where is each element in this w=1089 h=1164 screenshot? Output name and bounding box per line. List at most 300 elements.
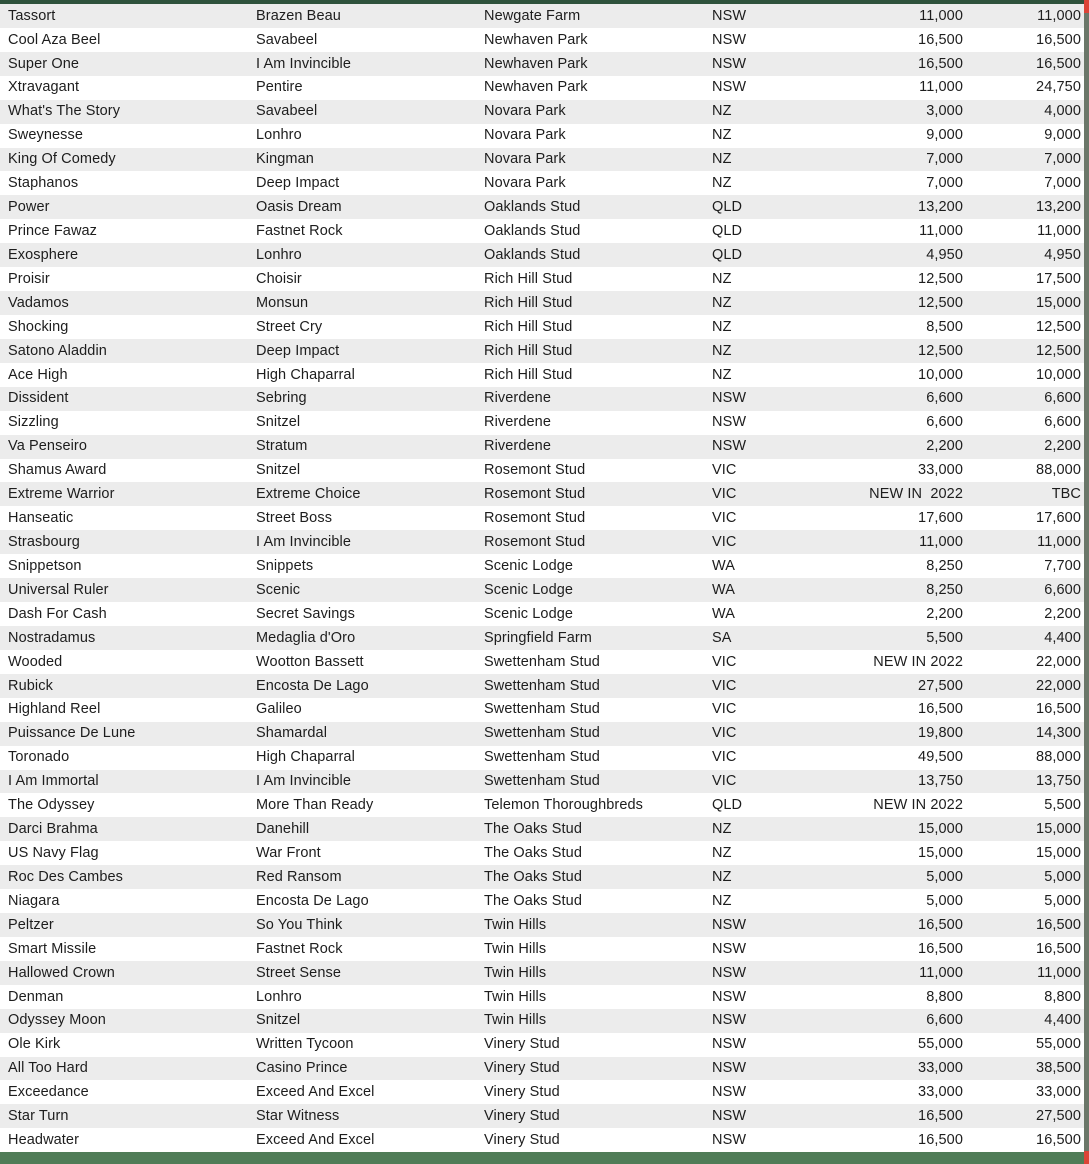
state-cell: NSW	[712, 56, 747, 72]
sire-cell: Monsun	[256, 295, 309, 311]
stallion-name-cell: Tassort	[8, 8, 56, 24]
sire-cell: Street Cry	[256, 319, 323, 335]
fee-previous-cell: 12,500	[918, 343, 963, 359]
table-row[interactable]	[0, 339, 1084, 363]
fee-current-cell: 7,700	[1044, 558, 1081, 574]
stallion-name-cell: Super One	[8, 56, 80, 72]
sire-cell: Secret Savings	[256, 606, 355, 622]
fee-previous-cell: 7,000	[926, 152, 963, 167]
stud-farm-cell: Novara Park	[484, 104, 566, 119]
stud-farm-cell: Riverdene	[484, 415, 551, 430]
fee-previous-cell: 6,600	[926, 1013, 963, 1028]
stallion-name-cell: Denman	[8, 989, 64, 1004]
table-row[interactable]	[0, 554, 1084, 578]
table-row[interactable]	[0, 100, 1084, 124]
fee-previous-cell: 8,500	[926, 319, 963, 335]
stallion-name-cell: I Am Immortal	[8, 774, 99, 789]
fee-previous-cell: 2,200	[926, 606, 963, 622]
stud-farm-cell: Newhaven Park	[484, 32, 588, 48]
fee-current-cell: 27,500	[1036, 1109, 1081, 1124]
sire-cell: Red Ransom	[256, 869, 342, 885]
stallion-name-cell: Proisir	[8, 271, 50, 287]
stud-farm-cell: The Oaks Stud	[484, 869, 583, 885]
fee-previous-cell: 8,800	[926, 989, 963, 1004]
table-row[interactable]	[0, 865, 1084, 889]
table-row[interactable]	[0, 267, 1084, 291]
fee-previous-cell: 16,500	[918, 941, 963, 957]
fee-current-cell: 16,500	[1036, 32, 1081, 48]
sire-cell: Encosta De Lago	[256, 893, 369, 909]
stud-farm-cell: Swettenham Stud	[484, 702, 600, 717]
sire-cell: Danehill	[256, 822, 310, 837]
sire-cell: I Am Invincible	[256, 774, 351, 789]
fee-previous-cell: 16,500	[918, 1133, 963, 1148]
state-cell: NSW	[712, 1085, 747, 1100]
stud-farm-cell: Twin Hills	[484, 941, 547, 957]
table-row[interactable]	[0, 674, 1084, 698]
fee-current-cell: 10,000	[1036, 367, 1081, 383]
state-cell: VIC	[712, 534, 737, 550]
fee-previous-cell: NEW IN 2022	[873, 798, 963, 813]
fee-previous-cell: 4,950	[926, 247, 963, 263]
fee-current-cell: 13,200	[1036, 200, 1081, 215]
fee-current-cell: 14,300	[1036, 726, 1081, 741]
stallion-name-cell: Puissance De Lune	[8, 726, 136, 741]
table-row[interactable]	[0, 291, 1084, 315]
stud-farm-cell: Newhaven Park	[484, 56, 588, 72]
fee-current-cell: 2,200	[1044, 439, 1081, 454]
fee-previous-cell: 5,000	[926, 893, 963, 909]
state-cell: VIC	[712, 463, 737, 478]
table-row[interactable]	[0, 1080, 1084, 1104]
table-row[interactable]	[0, 817, 1084, 841]
stud-farm-cell: Twin Hills	[484, 989, 547, 1004]
state-cell: NZ	[712, 869, 732, 885]
state-cell: NZ	[712, 128, 732, 143]
fee-current-cell: 4,000	[1044, 104, 1081, 119]
state-cell: NSW	[712, 391, 747, 406]
stud-farm-cell: The Oaks Stud	[484, 822, 583, 837]
stallion-name-cell: Strasbourg	[8, 534, 80, 550]
state-cell: NZ	[712, 319, 732, 335]
state-cell: NZ	[712, 822, 732, 837]
fee-previous-cell: 2,200	[926, 439, 963, 454]
sire-cell: Galileo	[256, 702, 302, 717]
state-cell: NSW	[712, 989, 747, 1004]
stallion-name-cell: Satono Aladdin	[8, 343, 107, 359]
fee-current-cell: 15,000	[1036, 845, 1081, 861]
stallion-name-cell: Dash For Cash	[8, 606, 107, 622]
table-row[interactable]	[0, 4, 1084, 28]
fee-current-cell: 12,500	[1036, 319, 1081, 335]
state-cell: NZ	[712, 367, 732, 383]
table-row[interactable]	[0, 578, 1084, 602]
fee-current-cell: 7,000	[1044, 176, 1081, 191]
stallion-name-cell: Cool Aza Beel	[8, 32, 101, 48]
fee-previous-cell: 33,000	[918, 1085, 963, 1100]
scrollbar-up-button[interactable]	[1084, 0, 1089, 13]
stud-farm-cell: Newgate Farm	[484, 8, 581, 24]
stud-farm-cell: Swettenham Stud	[484, 726, 600, 741]
stud-farm-cell: Swettenham Stud	[484, 678, 600, 694]
stallion-fees-table	[0, 4, 1084, 1152]
state-cell: NZ	[712, 104, 732, 119]
table-row[interactable]	[0, 650, 1084, 674]
sire-cell: Snitzel	[256, 415, 301, 430]
fee-current-cell: 88,000	[1036, 463, 1081, 478]
table-row[interactable]	[0, 124, 1084, 148]
stud-farm-cell: Newhaven Park	[484, 80, 588, 95]
stallion-name-cell: Rubick	[8, 678, 53, 694]
fee-previous-cell: 13,750	[918, 774, 963, 789]
table-row[interactable]	[0, 937, 1084, 961]
stallion-name-cell: Xtravagant	[8, 80, 80, 95]
stallion-name-cell: Ace High	[8, 367, 68, 383]
table-row[interactable]	[0, 1009, 1084, 1033]
stud-farm-cell: Oaklands Stud	[484, 200, 581, 215]
fee-previous-cell: 7,000	[926, 176, 963, 191]
state-cell: VIC	[712, 726, 737, 741]
state-cell: WA	[712, 606, 736, 622]
stud-farm-cell: Swettenham Stud	[484, 774, 600, 789]
stallion-name-cell: What's The Story	[8, 104, 121, 119]
fee-previous-cell: 17,600	[918, 511, 963, 526]
fee-current-cell: 4,400	[1044, 1013, 1081, 1028]
fee-current-cell: 6,600	[1044, 391, 1081, 406]
fee-current-cell: 16,500	[1036, 941, 1081, 957]
table-row[interactable]	[0, 411, 1084, 435]
fee-current-cell: 11,000	[1037, 224, 1081, 239]
sire-cell: Casino Prince	[256, 1061, 348, 1076]
sire-cell: Snitzel	[256, 463, 301, 478]
stallion-name-cell: Dissident	[8, 391, 69, 406]
table-row[interactable]	[0, 148, 1084, 172]
state-cell: WA	[712, 582, 736, 598]
sire-cell: Lonhro	[256, 247, 302, 263]
stallion-name-cell: Headwater	[8, 1133, 80, 1148]
fee-current-cell: 9,000	[1044, 128, 1081, 143]
fee-previous-cell: 5,500	[926, 630, 963, 646]
stud-farm-cell: Vinery Stud	[484, 1037, 560, 1052]
sire-cell: Deep Impact	[256, 343, 340, 359]
fee-current-cell: 6,600	[1044, 582, 1081, 598]
stud-farm-cell: Telemon Thoroughbreds	[484, 798, 644, 813]
sire-cell: Street Boss	[256, 511, 333, 526]
state-cell: WA	[712, 558, 736, 574]
stallion-name-cell: Nostradamus	[8, 630, 96, 646]
fee-previous-cell: 15,000	[918, 845, 963, 861]
stud-farm-cell: Scenic Lodge	[484, 582, 574, 598]
state-cell: QLD	[712, 224, 743, 239]
sire-cell: Medaglia d'Oro	[256, 630, 356, 646]
sire-cell: More Than Ready	[256, 798, 374, 813]
stallion-name-cell: Roc Des Cambes	[8, 869, 124, 885]
fee-current-cell: 16,500	[1036, 702, 1081, 717]
fee-current-cell: 5,000	[1044, 869, 1081, 885]
table-row[interactable]	[0, 793, 1084, 817]
fee-previous-cell: 12,500	[918, 295, 963, 311]
fee-current-cell: 6,600	[1044, 415, 1081, 430]
stallion-name-cell: Shamus Award	[8, 463, 107, 478]
stud-farm-cell: Vinery Stud	[484, 1061, 560, 1076]
stallion-name-cell: Ole Kirk	[8, 1037, 61, 1052]
fee-current-cell: 11,000	[1037, 534, 1081, 550]
table-row[interactable]	[0, 363, 1084, 387]
fee-previous-cell: 15,000	[918, 822, 963, 837]
fee-previous-cell: 49,500	[918, 750, 963, 765]
stallion-name-cell: Snippetson	[8, 558, 82, 574]
fee-current-cell: 38,500	[1036, 1061, 1081, 1076]
stud-farm-cell: Rosemont Stud	[484, 487, 586, 502]
fee-previous-cell: NEW IN 2022	[873, 654, 963, 670]
state-cell: NSW	[712, 1109, 747, 1124]
stud-farm-cell: Oaklands Stud	[484, 224, 581, 239]
table-row[interactable]	[0, 315, 1084, 339]
stud-farm-cell: Novara Park	[484, 128, 566, 143]
sire-cell: Brazen Beau	[256, 8, 341, 24]
stallion-name-cell: Darci Brahma	[8, 822, 98, 837]
table-row[interactable]	[0, 243, 1084, 267]
state-cell: QLD	[712, 247, 743, 263]
table-row[interactable]	[0, 626, 1084, 650]
fee-current-cell: 7,000	[1044, 152, 1081, 167]
table-row[interactable]	[0, 1104, 1084, 1128]
sire-cell: Deep Impact	[256, 176, 340, 191]
table-row[interactable]	[0, 219, 1084, 243]
fee-previous-cell: 11,000	[919, 8, 963, 24]
table-row[interactable]	[0, 1128, 1084, 1152]
fee-current-cell: 22,000	[1036, 678, 1081, 694]
stallion-name-cell: Prince Fawaz	[8, 224, 98, 239]
fee-previous-cell: 8,250	[926, 558, 963, 574]
fee-current-cell: 16,500	[1036, 917, 1081, 933]
stallion-name-cell: Extreme Warrior	[8, 487, 115, 502]
fee-previous-cell: 8,250	[926, 582, 963, 598]
sire-cell: Encosta De Lago	[256, 678, 369, 694]
fee-previous-cell: 11,000	[919, 224, 963, 239]
sire-cell: Written Tycoon	[256, 1037, 354, 1052]
stallion-name-cell: Peltzer	[8, 917, 54, 933]
stallion-name-cell: Universal Ruler	[8, 582, 109, 598]
fee-previous-cell: 16,500	[918, 917, 963, 933]
table-row[interactable]	[0, 1033, 1084, 1057]
stud-farm-cell: Rich Hill Stud	[484, 367, 573, 383]
table-row[interactable]	[0, 770, 1084, 794]
scrollbar-down-button[interactable]	[1084, 1151, 1089, 1164]
stud-farm-cell: Twin Hills	[484, 1013, 547, 1028]
stallion-name-cell: US Navy Flag	[8, 845, 99, 861]
fee-previous-cell: 16,500	[918, 56, 963, 72]
table-row[interactable]	[0, 76, 1084, 100]
state-cell: NSW	[712, 965, 747, 981]
sire-cell: Exceed And Excel	[256, 1085, 375, 1100]
table-row[interactable]	[0, 722, 1084, 746]
stallion-name-cell: Hallowed Crown	[8, 965, 115, 981]
stallion-name-cell: Odyssey Moon	[8, 1013, 106, 1028]
sire-cell: Savabeel	[256, 104, 318, 119]
table-row[interactable]	[0, 506, 1084, 530]
state-cell: NSW	[712, 439, 747, 454]
state-cell: VIC	[712, 774, 737, 789]
state-cell: NZ	[712, 295, 732, 311]
stallion-name-cell: Highland Reel	[8, 702, 101, 717]
fee-previous-cell: 33,000	[918, 1061, 963, 1076]
sire-cell: Street Sense	[256, 965, 342, 981]
stallion-name-cell: Toronado	[8, 750, 70, 765]
stud-farm-cell: Swettenham Stud	[484, 654, 600, 670]
fee-previous-cell: 11,000	[919, 80, 963, 95]
fee-current-cell: 13,750	[1036, 774, 1081, 789]
fee-previous-cell: 13,200	[918, 200, 963, 215]
stud-farm-cell: Springfield Farm	[484, 630, 592, 646]
sire-cell: Snitzel	[256, 1013, 301, 1028]
sire-cell: Star Witness	[256, 1109, 340, 1124]
fee-current-cell: 12,500	[1036, 343, 1081, 359]
stud-farm-cell: Twin Hills	[484, 965, 547, 981]
fee-current-cell: 5,500	[1044, 798, 1081, 813]
stud-farm-cell: Riverdene	[484, 439, 551, 454]
bottom-green-bar	[0, 1152, 1084, 1164]
state-cell: VIC	[712, 511, 737, 526]
stallion-name-cell: Va Penseiro	[8, 439, 88, 454]
stud-farm-cell: Riverdene	[484, 391, 551, 406]
sire-cell: Choisir	[256, 271, 302, 287]
fee-current-cell: 17,500	[1036, 271, 1081, 287]
fee-previous-cell: 16,500	[918, 32, 963, 48]
state-cell: NZ	[712, 176, 732, 191]
table-row[interactable]	[0, 482, 1084, 506]
fee-previous-cell: 16,500	[918, 1109, 963, 1124]
table-row[interactable]	[0, 387, 1084, 411]
sire-cell: Savabeel	[256, 32, 318, 48]
stud-farm-cell: Vinery Stud	[484, 1133, 560, 1148]
vertical-scrollbar[interactable]	[1084, 0, 1089, 1164]
table-row[interactable]	[0, 459, 1084, 483]
stallion-name-cell: King Of Comedy	[8, 152, 116, 167]
fee-current-cell: 88,000	[1036, 750, 1081, 765]
stud-farm-cell: Rosemont Stud	[484, 511, 586, 526]
stud-farm-cell: Scenic Lodge	[484, 558, 574, 574]
stallion-name-cell: Exceedance	[8, 1085, 89, 1100]
state-cell: NSW	[712, 415, 747, 430]
table-row[interactable]	[0, 841, 1084, 865]
fee-previous-cell: 19,800	[918, 726, 963, 741]
sire-cell: Exceed And Excel	[256, 1133, 375, 1148]
state-cell: NSW	[712, 941, 747, 957]
stud-farm-cell: Vinery Stud	[484, 1085, 560, 1100]
sire-cell: Stratum	[256, 439, 308, 454]
fee-current-cell: 55,000	[1036, 1037, 1081, 1052]
state-cell: NSW	[712, 1133, 747, 1148]
stallion-name-cell: Vadamos	[8, 295, 69, 311]
fee-previous-cell: 11,000	[919, 965, 963, 981]
sire-cell: Snippets	[256, 558, 314, 574]
stallion-name-cell: The Odyssey	[8, 798, 95, 813]
table-row[interactable]	[0, 602, 1084, 626]
table-row[interactable]	[0, 1057, 1084, 1081]
state-cell: VIC	[712, 750, 737, 765]
fee-current-cell: 11,000	[1037, 965, 1081, 981]
fee-current-cell: 11,000	[1037, 8, 1081, 24]
stallion-name-cell: Power	[8, 200, 50, 215]
state-cell: NZ	[712, 343, 732, 359]
sire-cell: I Am Invincible	[256, 534, 351, 550]
state-cell: VIC	[712, 487, 737, 502]
stud-farm-cell: The Oaks Stud	[484, 893, 583, 909]
state-cell: VIC	[712, 702, 737, 717]
stud-farm-cell: Oaklands Stud	[484, 247, 581, 263]
table-row[interactable]	[0, 28, 1084, 52]
state-cell: NZ	[712, 152, 732, 167]
table-row[interactable]	[0, 435, 1084, 459]
fee-current-cell: 4,950	[1044, 247, 1081, 263]
fee-current-cell: 33,000	[1036, 1085, 1081, 1100]
stud-farm-cell: Novara Park	[484, 176, 566, 191]
table-row[interactable]	[0, 530, 1084, 554]
stud-farm-cell: Rich Hill Stud	[484, 271, 573, 287]
state-cell: VIC	[712, 654, 737, 670]
table-row[interactable]	[0, 961, 1084, 985]
stallion-name-cell: Shocking	[8, 319, 69, 335]
table-row[interactable]	[0, 746, 1084, 770]
fee-current-cell: 24,750	[1036, 80, 1081, 95]
stud-farm-cell: Swettenham Stud	[484, 750, 600, 765]
sire-cell: Extreme Choice	[256, 487, 361, 502]
state-cell: NZ	[712, 271, 732, 287]
fee-previous-cell: 6,600	[926, 415, 963, 430]
fee-previous-cell: 11,000	[919, 534, 963, 550]
table-row[interactable]	[0, 171, 1084, 195]
fee-previous-cell: 27,500	[918, 678, 963, 694]
stallion-name-cell: Hanseatic	[8, 511, 74, 526]
state-cell: NSW	[712, 32, 747, 48]
stallion-name-cell: Star Turn	[8, 1109, 69, 1124]
sire-cell: Sebring	[256, 391, 307, 406]
fee-previous-cell: 3,000	[926, 104, 963, 119]
state-cell: QLD	[712, 200, 743, 215]
sire-cell: Pentire	[256, 80, 303, 95]
sire-cell: Lonhro	[256, 128, 302, 143]
fee-previous-cell: 5,000	[926, 869, 963, 885]
fee-current-cell: 16,500	[1036, 56, 1081, 72]
sire-cell: Scenic	[256, 582, 301, 598]
stud-farm-cell: Twin Hills	[484, 917, 547, 933]
stallion-name-cell: Smart Missile	[8, 941, 97, 957]
table-row[interactable]	[0, 195, 1084, 219]
table-row[interactable]	[0, 985, 1084, 1009]
table-row[interactable]	[0, 889, 1084, 913]
sire-cell: Fastnet Rock	[256, 941, 343, 957]
fee-previous-cell: 16,500	[918, 702, 963, 717]
table-row[interactable]	[0, 913, 1084, 937]
state-cell: SA	[712, 630, 732, 646]
fee-current-cell: 8,800	[1044, 989, 1081, 1004]
table-row[interactable]	[0, 52, 1084, 76]
stud-farm-cell: The Oaks Stud	[484, 845, 583, 861]
stud-farm-cell: Novara Park	[484, 152, 566, 167]
stud-farm-cell: Rich Hill Stud	[484, 343, 573, 359]
sire-cell: Fastnet Rock	[256, 224, 343, 239]
stallion-name-cell: Wooded	[8, 654, 63, 670]
fee-current-cell: 17,600	[1036, 511, 1081, 526]
fee-current-cell: 5,000	[1044, 893, 1081, 909]
stallion-name-cell: Sizzling	[8, 415, 59, 430]
state-cell: VIC	[712, 678, 737, 694]
sire-cell: Lonhro	[256, 989, 302, 1004]
state-cell: NSW	[712, 1061, 747, 1076]
table-row[interactable]	[0, 698, 1084, 722]
stallion-name-cell: Staphanos	[8, 176, 79, 191]
